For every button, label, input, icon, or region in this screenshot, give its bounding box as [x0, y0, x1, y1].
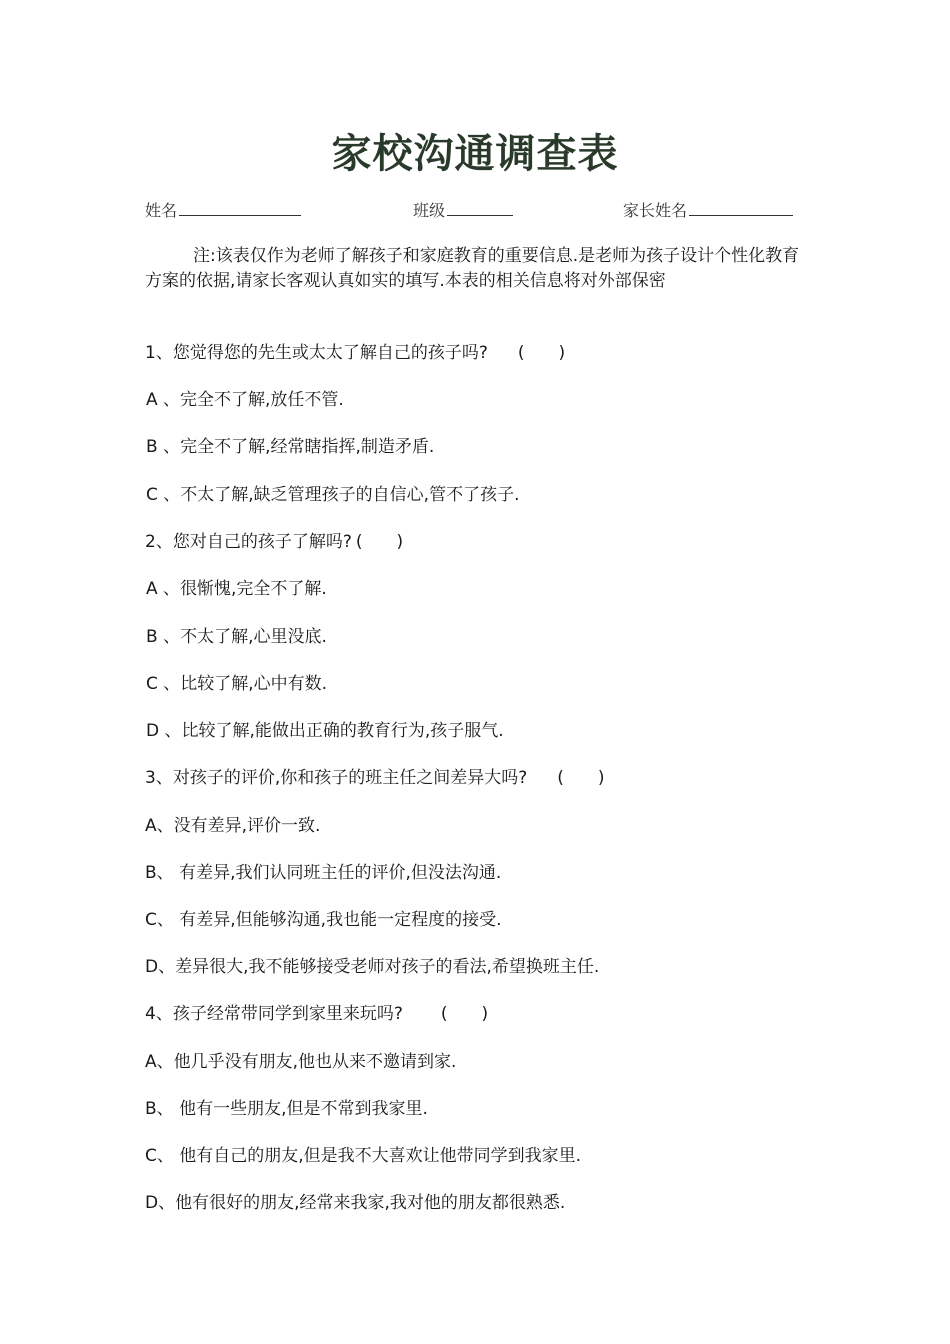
parent-name-blank[interactable]: [689, 199, 793, 216]
option-4a[interactable]: A、他几乎没有朋友,他也从来不邀请到家.: [145, 1052, 457, 1072]
option-4d[interactable]: D、他有很好的朋友,经常来我家,我对他的朋友都很熟悉.: [145, 1193, 566, 1213]
answer-paren[interactable]: ( ): [440, 1004, 489, 1024]
question-text: 3、对孩子的评价,你和孩子的班主任之间差异大吗?: [145, 768, 528, 788]
option-4c[interactable]: C、 他有自己的朋友,但是我不大喜欢让他带同学到我家里.: [145, 1146, 582, 1166]
answer-paren[interactable]: ( ): [355, 532, 404, 552]
parent-name-label: 家长姓名: [623, 201, 688, 220]
question-text: 4、孩子经常带同学到家里来玩吗?: [145, 1004, 403, 1024]
student-name-field[interactable]: [145, 198, 301, 221]
option-1b[interactable]: B 、完全不了解,经常瞎指挥,制造矛盾.: [146, 437, 435, 457]
question-2: [145, 530, 403, 554]
class-label: 班级: [413, 201, 446, 220]
question-1: [145, 341, 565, 365]
class-field[interactable]: [413, 198, 513, 221]
student-name-label: 姓名: [145, 201, 178, 220]
info-row: [145, 198, 810, 224]
option-2b[interactable]: B 、不太了解,心里没底.: [146, 627, 327, 647]
question-text: 2、您对自己的孩子了解吗?: [145, 532, 352, 552]
answer-paren[interactable]: ( ): [557, 768, 605, 788]
option-4b[interactable]: B、 他有一些朋友,但是不常到我家里.: [145, 1099, 428, 1119]
question-4: [145, 1002, 488, 1026]
parent-name-field[interactable]: [623, 198, 793, 221]
option-3c[interactable]: C、 有差异,但能够沟通,我也能一定程度的接受.: [145, 910, 502, 930]
class-blank[interactable]: [447, 199, 513, 216]
option-3b[interactable]: B、 有差异,我们认同班主任的评价,但没法沟通.: [145, 863, 502, 883]
question-3: [145, 766, 605, 790]
student-name-blank[interactable]: [179, 199, 301, 216]
option-2a[interactable]: A 、很惭愧,完全不了解.: [146, 579, 327, 599]
question-text: 1、您觉得您的先生或太太了解自己的孩子吗?: [145, 343, 488, 363]
page-title: 家校沟通调查表: [331, 131, 619, 177]
answer-paren[interactable]: ( ): [517, 343, 566, 363]
option-1a[interactable]: A 、完全不了解,放任不管.: [146, 390, 344, 410]
option-2c[interactable]: C 、比较了解,心中有数.: [146, 674, 328, 694]
option-2d[interactable]: D 、比较了解,能做出正确的教育行为,孩子服气.: [146, 721, 504, 741]
note-text: 注:该表仅作为老师了解孩子和家庭教育的重要信息.是老师为孩子设计个性化教育方案的依据,请家长客观认真如实的填写.本表的相关信息将对外部保密: [145, 246, 800, 291]
option-3a[interactable]: A、没有差异,评价一致.: [145, 816, 321, 836]
note-paragraph: [145, 244, 810, 294]
option-3d[interactable]: D、差异很大,我不能够接受老师对孩子的看法,希望换班主任.: [145, 957, 600, 977]
option-1c[interactable]: C 、不太了解,缺乏管理孩子的自信心,管不了孩子.: [146, 485, 520, 505]
